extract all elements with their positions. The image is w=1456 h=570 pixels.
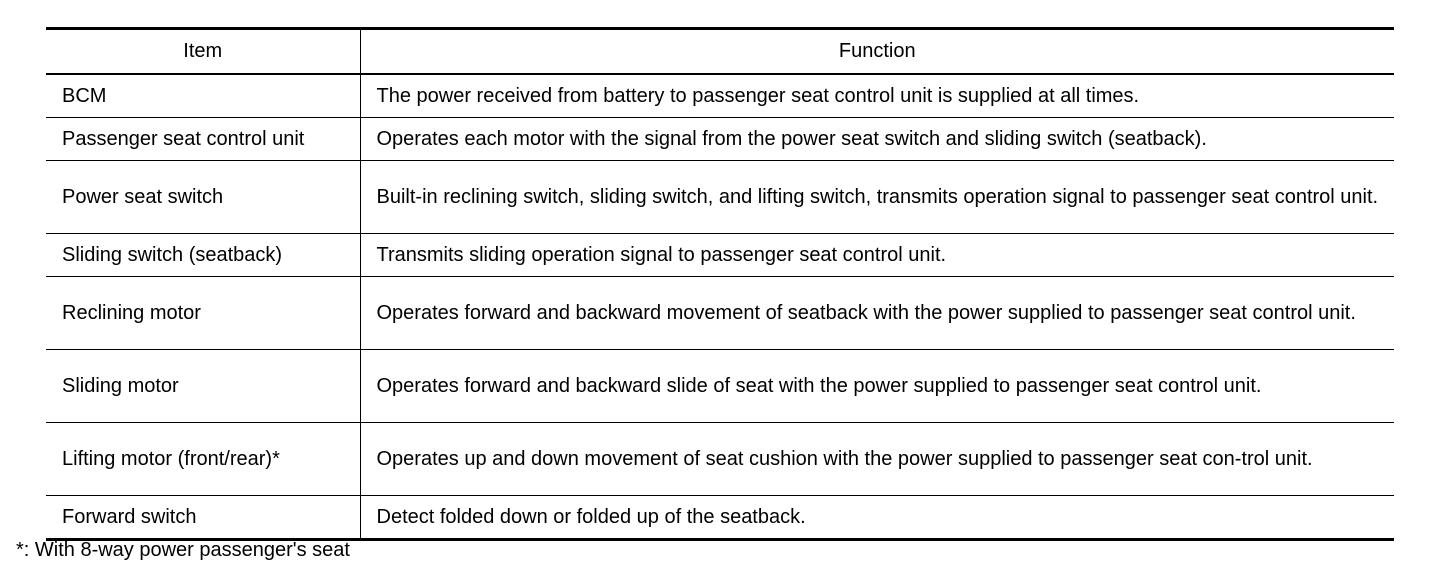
- function-cell: Transmits sliding operation signal to passenger seat control unit.: [360, 234, 1394, 277]
- item-cell: Sliding switch (seatback): [46, 234, 360, 277]
- table-row: [46, 423, 1394, 496]
- table-row: [46, 118, 1394, 161]
- table-row: [46, 161, 1394, 234]
- table-row: [46, 350, 1394, 423]
- column-header-function: Function: [360, 29, 1394, 75]
- item-cell: Sliding motor: [46, 350, 360, 423]
- function-cell: Detect folded down or folded up of the seatback.: [360, 496, 1394, 540]
- table-row: [46, 277, 1394, 350]
- table-header-row: [46, 29, 1394, 75]
- function-cell: Operates forward and backward movement of seatback with the power supplied to passenger seat control unit.: [360, 277, 1394, 350]
- function-cell: Operates each motor with the signal from the power seat switch and sliding switch (seatback).: [360, 118, 1394, 161]
- item-cell: Forward switch: [46, 496, 360, 540]
- item-cell: Passenger seat control unit: [46, 118, 360, 161]
- function-cell: Operates forward and backward slide of seat with the power supplied to passenger seat control unit.: [360, 350, 1394, 423]
- table-row: [46, 496, 1394, 540]
- function-table: [46, 27, 1394, 541]
- item-cell: Power seat switch: [46, 161, 360, 234]
- footnote: *: With 8-way power passenger's seat: [16, 539, 350, 561]
- item-cell: Reclining motor: [46, 277, 360, 350]
- item-cell: BCM: [46, 74, 360, 118]
- table-row: [46, 74, 1394, 118]
- item-cell: Lifting motor (front/rear)*: [46, 423, 360, 496]
- column-header-item: Item: [46, 29, 360, 75]
- function-cell: Operates up and down movement of seat cushion with the power supplied to passenger seat con-trol unit.: [360, 423, 1394, 496]
- table-row: [46, 234, 1394, 277]
- function-cell: The power received from battery to passenger seat control unit is supplied at all times.: [376, 84, 1140, 107]
- function-cell: Built-in reclining switch, sliding switch, and lifting switch, transmits operation signal to passenger seat control unit.: [360, 161, 1394, 234]
